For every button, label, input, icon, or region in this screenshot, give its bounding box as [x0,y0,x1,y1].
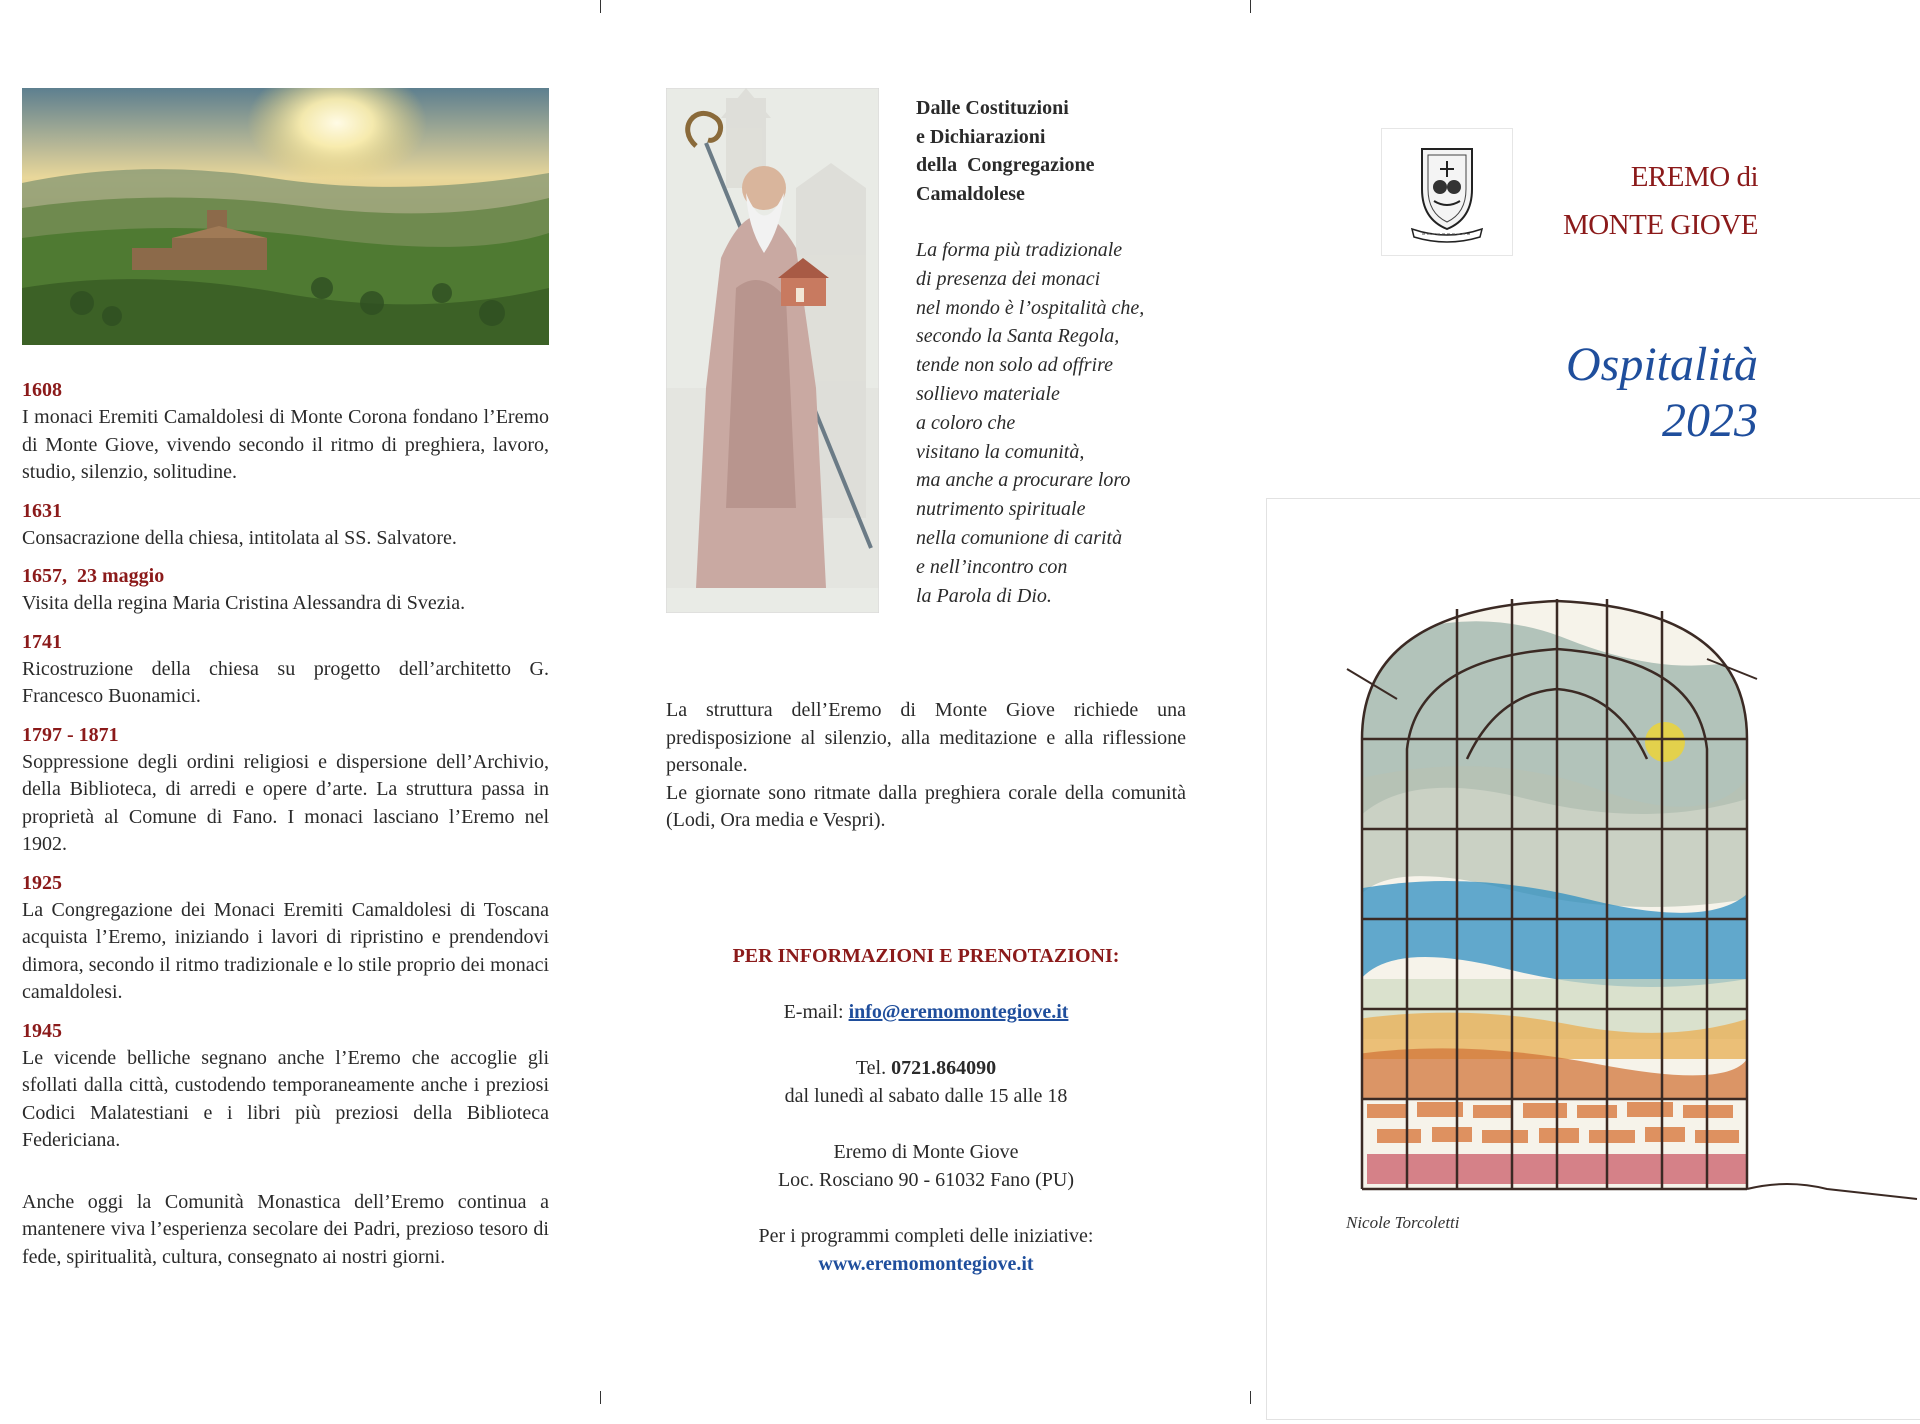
quote-line: nel mondo è l’ospitalità che, [916,296,1145,319]
prayer-paragraph: Le giornate sono ritmate dalla preghiera corale della comunità (Lodi, Ora media e Vespri). [666,781,1186,831]
timeline-year: 1945 [22,1019,62,1042]
email-line [666,998,1186,1026]
quote-line: di presenza dei monaci [916,267,1101,290]
phone-line [666,1054,1186,1082]
timeline-text: I monaci Eremiti Camaldolesi di Monte Corona fondano l’Eremo di Monte Giove, vivendo secondo il ritmo di preghiera, lavoro, studio, silenzio, solitudine. [22,406,549,483]
timeline-text: Consacrazione della chiesa, intitolata al SS. Salvatore. [22,526,457,549]
quote-line: e nell’incontro con [916,555,1068,578]
timeline-entry [22,629,549,711]
quote-line: nutrimento spirituale [916,498,1086,521]
timeline-entry [22,1018,549,1155]
crop-mark-bottom-right [1250,1391,1251,1404]
quote-title-line: Dalle Costituzioni [916,97,1069,119]
ospitalita-line1: Ospitalità [1565,338,1758,391]
address-line: Loc. Rosciano 90 - 61032 Fano (PU) [777,1169,1075,1191]
timeline-year: 1608 [22,379,62,401]
quote-title-line: della Congregazione [916,154,1095,176]
programs-text: Per i programmi completi delle iniziative: [758,1225,1094,1247]
quote-line: ma anche a procurare loro [916,469,1131,492]
timeline-text: Visita della regina Maria Cristina Alessandra di Svezia. [22,592,466,614]
phone-label: Tel. [855,1057,892,1079]
email-link[interactable]: info@eremomontegiove.it [848,1001,1069,1023]
timeline-entry [22,870,549,1007]
timeline-entry [22,722,549,859]
opening-hours: dal lunedì al sabato dalle 15 alle 18 [784,1085,1068,1107]
address-name: Eremo di Monte Giove [833,1141,1019,1163]
timeline-text: La Congregazione dei Monaci Eremiti Camaldolesi di Toscana acquista l’Eremo, iniziando i lavori di ripristino e prendendovi dimora, secondo il ritmo tradizionale e lo stile proprio dei monaci camaldolesi. [22,898,549,1003]
timeline-text: Le vicende belliche segnano anche l’Eremo che accoglie gli sfollati dalla città, custodendo temporaneamente anche i preziosi Codici Malatestiani e i libri più preziosi della Biblioteca Federiciana. [22,1046,549,1151]
timeline-entry [22,377,549,487]
phone-number: 0721.864090 [891,1057,997,1079]
crop-mark-top-left [600,0,601,13]
timeline [22,377,549,1155]
quote-line: visitano la comunità, [916,440,1085,463]
timeline-text: Ricostruzione della chiesa su progetto dell’architetto G. Francesco Buonamici. [22,657,549,707]
ospitalita-title [1480,337,1758,449]
timeline-year: 1925 [22,871,62,894]
history-panel [22,88,549,1271]
quote-line: La forma più tradizionale [916,239,1123,261]
timeline-entry [22,563,549,618]
eremo-title [1520,153,1758,249]
quote-line: nella comunione di carità [916,526,1123,549]
quote-body [916,236,1216,610]
email-label: E-mail: [783,1001,849,1023]
closing-paragraph: Anche oggi la Comunità Monastica dell’Eremo continua a mantenere viva l’esperienza secolare dei Padri, prezioso tesoro di fede, spiritualità, cultura, consegnato ai nostri giorni. [22,1190,549,1268]
crop-mark-bottom-left [600,1391,601,1404]
timeline-year: 1657, 23 maggio [22,565,165,587]
quote-title-line: e Dichiarazioni [916,125,1046,148]
quote-line: sollievo materiale [916,382,1060,405]
quote-title [916,94,1216,208]
watercolor-panel [1266,498,1920,1420]
crest-logo [1381,128,1513,256]
quote-line: tende non solo ad offrire [916,354,1114,377]
constitution-quote [916,94,1216,610]
watercolor-window-illustration [1267,499,1920,1419]
quote-line: secondo la Santa Regola, [916,325,1120,348]
eremo-title-line1: EREMO di [1630,161,1758,193]
quote-line: a coloro che [916,411,1016,434]
quote-line: la Parola di Dio. [916,584,1052,607]
timeline-entry [22,498,549,553]
hospitality-description [666,697,1186,835]
timeline-year: 1797 - 1871 [22,723,119,746]
structure-paragraph: La struttura dell’Eremo di Monte Giove richiede una predisposizione al silenzio, alla meditazione e alla riflessione personale. [666,699,1186,776]
timeline-year: 1741 [22,630,62,653]
quote-title-line: Camaldolese [916,182,1025,205]
crop-mark-top-right [1250,0,1251,13]
ospitalita-year: 2023 [1662,394,1758,447]
camaldolese-crest-icon [1382,129,1512,255]
timeline-text: Soppressione degli ordini religiosi e dispersione dell’Archivio, della Biblioteca, di arredi e opere d’arte. La struttura passa in proprietà al Comune di Fano. I monaci lasciano l’Eremo nel 1902. [22,750,549,855]
artist-credit: Nicole Torcoletti [1346,1213,1460,1232]
contact-block [666,942,1186,1278]
saint-romuald-illustration [666,88,879,613]
eremo-landscape-photo [22,88,549,345]
timeline-year: 1631 [22,499,62,522]
contact-heading: PER INFORMAZIONI E PRENOTAZIONI: [732,945,1120,967]
website-link[interactable]: www.eremomontegiove.it [818,1253,1034,1275]
eremo-title-line2: MONTE GIOVE [1562,209,1758,241]
